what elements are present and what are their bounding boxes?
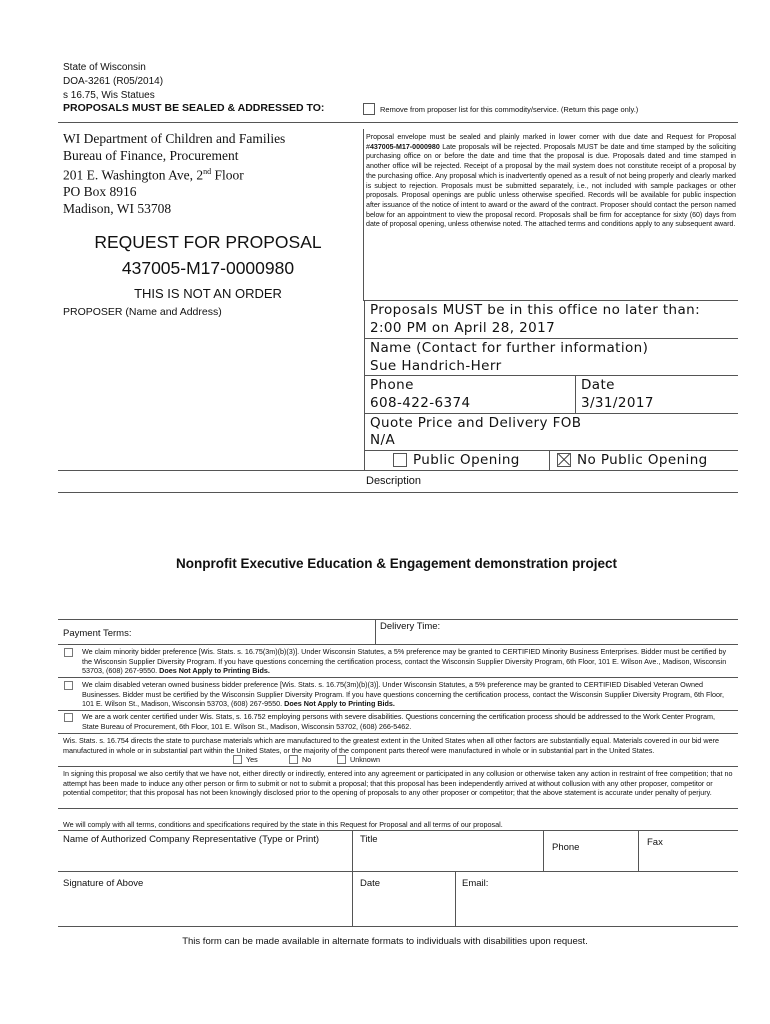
no-label: No [302, 755, 312, 764]
fax-field-label: Fax [647, 837, 663, 848]
remove-checkbox[interactable] [363, 103, 375, 115]
no-checkbox[interactable] [289, 755, 298, 764]
form-number: DOA-3261 (R05/2014) [63, 76, 164, 87]
remove-label: Remove from proposer list for this commodity/service. (Return this page only.) [380, 105, 639, 114]
minority-text: We claim minority bidder preference [Wis. Stats. s. 16.75(3m)(b)(3)]. Under Wisconsin Statutes, a 5% preference may be granted to CERTIFIED Minority Business Enterprises. Bidder must be certified by the Wisconsin Supplier Diversity Program. If you have questions concerning the certification process, contact the Wisconsin Supplier Diversity Program, 6th Floor, 101 E. Wilson Ave., Madison, Wisconsin 53703, (608) 267-9550. Does Not Apply to Printing Bids. [82, 647, 727, 676]
address-line-4: PO Box 8916 [63, 184, 137, 199]
unknown-label: Unknown [350, 755, 380, 764]
no-public-opening-label: No Public Opening [577, 452, 708, 468]
contact-value: Sue Handrich-Herr [370, 358, 502, 374]
address-line-1: WI Department of Children and Families [63, 131, 286, 146]
rfp-number: 437005-M17-0000980 [121, 258, 295, 278]
fob-value: N/A [370, 432, 396, 448]
phone-label: Phone [370, 377, 414, 393]
description-label: Description [366, 475, 422, 487]
due-label: Proposals MUST be in this office no later than: [370, 302, 701, 318]
rfp-title: REQUEST FOR PROPOSAL [94, 232, 322, 252]
workcenter-checkbox[interactable] [64, 713, 73, 722]
date-value: 3/31/2017 [581, 395, 654, 411]
unknown-checkbox[interactable] [337, 755, 346, 764]
workcenter-text: We are a work center certified under Wis. Stats, s. 16.752 employing persons with severe disabilities. Questions concerning the certification process should be addressed to the Work Center Program, State Bureau of Procurement, 6th Floor, 101 E. Wilson St., Madison, Wisconsin 53702, (608) 266-5462. [82, 712, 715, 731]
email-label: Email: [462, 878, 489, 889]
comply-text: We will comply with all terms, conditions and specifications required by the state in this Request for Proposal and all terms of our proposal. [63, 820, 503, 829]
address-line-2: Bureau of Finance, Procurement [63, 147, 239, 163]
manufactured-text: Wis. Stats. s. 16.754 directs the state to purchase materials which are manufactured to the greatest extent in the United States when all other factors are substantially equal. Materials covered in our bid were manufactured in whole or in substantial part within the United States, or the majority of the component parts thereof were manufactured in whole or in substantial part in the United States. [63, 736, 719, 755]
yes-checkbox[interactable] [233, 755, 242, 764]
phone-value: 608-422-6374 [370, 395, 471, 411]
contact-label: Name (Contact for further information) [370, 340, 649, 356]
due-value: 2:00 PM on April 28, 2017 [370, 320, 556, 336]
proposer-label: PROPOSER (Name and Address) [63, 306, 222, 318]
address-line-5: Madison, WI 53708 [63, 200, 172, 216]
fob-label: Quote Price and Delivery FOB [370, 415, 582, 431]
instructions-paragraph: Proposal envelope must be sealed and plainly marked in lower corner with due date and Request for Proposal #437005-M17-0000980 Late proposals will be rejected. Proposals MUST be date and time stamped by the soliciting purchasing office on or before the date and time that the proposal is due. Proposals dated and time stamped in another office will be rejected. Receipt of a proposal by the mail system does not constitute receipt of a proposal by the purchasing office. Any proposal which is inadvertently opened as a result of not being properly and clearly marked is subject to rejection. Proposals must be submitted separately, i.e., not included with sample packages or other proposals. Proposal openings are public unless otherwise specified. Records will be available for public inspection after issuance of the notice of intent to award or the award of the contract. Proposer should contact the person named below for an appointment to view the proposal record. Proposals shall be firm for acceptance for sixty (60) days from date of proposal opening, unless otherwise noted. The attached terms and conditions apply to any subsequent award. [366, 133, 736, 229]
project-title: Nonprofit Executive Education & Engagement demonstration project [175, 556, 618, 571]
phone-field-label: Phone [552, 842, 580, 853]
sealed-heading: PROPOSALS MUST BE SEALED & ADDRESSED TO: [63, 102, 325, 114]
address-line-3: 201 E. Washington Ave, 2nd Floor [63, 167, 244, 183]
delivery-label: Delivery Time: [380, 621, 441, 632]
minority-checkbox[interactable] [64, 648, 73, 657]
yes-label: Yes [246, 755, 258, 764]
not-an-order: THIS IS NOT AN ORDER [134, 286, 282, 301]
footer-note: This form can be made available in alternate formats to individuals with disabilities upon request. [182, 936, 588, 947]
statute-line: s 16.75, Wis Statues [63, 90, 155, 101]
collusion-text: In signing this proposal we also certify that we have not, either directly or indirectly, entered into any agreement or participated in any collusion or otherwise taken any action in restraint of free competition; that no attempt has been made to induce any other person or firm to submit or not to submit a proposal; that this proposal has been independently arrived at without collusion with any other proposer, competitor or potential competitor; that this proposal has not been knowingly disclosed prior to the opening of proposals to any other proposer or competitor; that the above statement is accurate under penalty of perjury. [63, 769, 733, 798]
signature-label: Signature of Above [63, 878, 144, 889]
title-label: Title [360, 834, 378, 845]
date-label: Date [581, 377, 615, 393]
no-public-opening-checkbox[interactable] [557, 453, 571, 467]
state-line: State of Wisconsin [63, 62, 146, 73]
public-opening-label: Public Opening [413, 452, 520, 468]
veteran-text: We claim disabled veteran owned business bidder preference [Wis. Stats. s. 16.75(3m)(b)(3)]. Under Wisconsin Statutes, a 5% preference may be granted to CERTIFIED Disabled Veteran Owned Businesses. Bidder must be certified by the Wisconsin Supplier Diversity Program. If you have questions concerning the certification process, contact the Wisconsin Supplier Diversity Program, 6th Floor, 101 E. Wilson St., Madison, Wisconsin 53703, (608) 267-9550. Does Not Apply to Printing Bids. [82, 680, 724, 709]
sig-date-label: Date [360, 878, 381, 889]
veteran-checkbox[interactable] [64, 681, 73, 690]
payment-label: Payment Terms: [63, 628, 132, 639]
rep-name-label: Name of Authorized Company Representative (Type or Print) [63, 834, 320, 845]
public-opening-checkbox[interactable] [393, 453, 407, 467]
address-block [63, 131, 285, 217]
